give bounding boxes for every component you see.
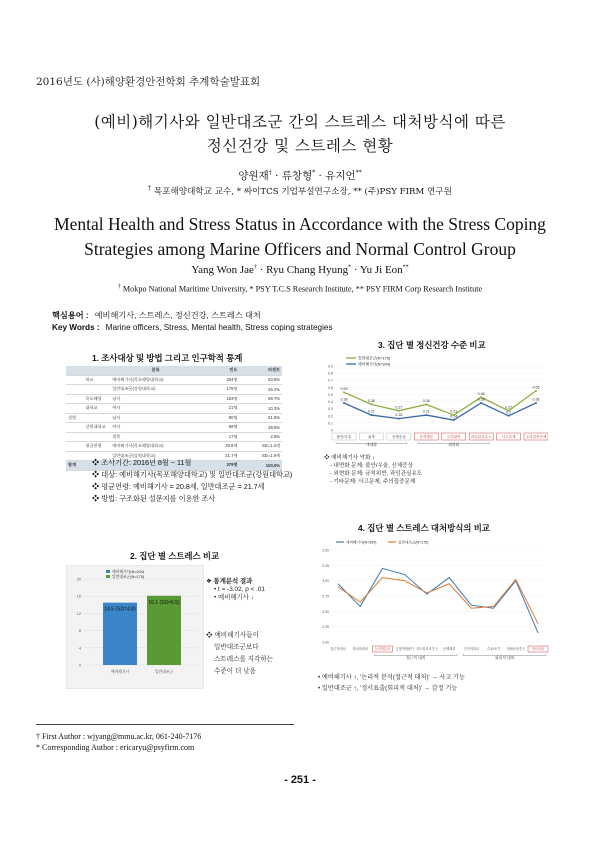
section2-title: 2. 집단 별 스트레스 비교 (130, 551, 220, 561)
series-line-0 (338, 568, 538, 632)
data-point (343, 391, 345, 393)
mental-health-line-chart (318, 352, 548, 452)
x-tick-label: 대체보상추구 (506, 647, 526, 652)
data-label: 0.38 (532, 397, 540, 402)
data-label: 0.55 (532, 385, 540, 390)
legend-swatch (106, 570, 110, 573)
x-tick-label: 문제해결 (442, 647, 456, 652)
demographics-table (66, 366, 282, 471)
y-tick-label: 16 (76, 594, 81, 599)
x-tick-label: 주의집중문제 (525, 434, 547, 439)
x-tick-label: 지도및지지추구 (416, 647, 438, 652)
data-label: 0.53 (340, 386, 348, 391)
data-point (535, 390, 537, 392)
y-tick-label: 0.9 (328, 364, 333, 369)
data-point (370, 414, 372, 416)
english-affiliation: † Mokpo National Maritime University, * PSY T.C.S Research Institute, ** PSY FIRM Corp Research Institute (117, 284, 483, 294)
x-tick-label: 회피적대처 (352, 647, 368, 652)
legend-label: 예비해기사(N=204) (358, 362, 391, 367)
section1-bullets (92, 458, 292, 506)
data-point (425, 414, 427, 416)
x-tick-label: 과잉관심유도 (470, 434, 492, 439)
x-tick-label: 접근적대처 (330, 647, 346, 652)
x-tick-label: 사고문제 (501, 434, 516, 439)
data-label: 0.38 (340, 397, 348, 402)
x-tick-label: 논리적분석 (374, 647, 391, 652)
y-tick-label: 0.4 (328, 400, 333, 405)
list-item: ❖ 조사기간: 2016년 8월 ~ 11월 (92, 458, 192, 467)
table-row: 성별 남자 90명 51.5% (66, 413, 282, 423)
section1-title: 1. 조사대상 및 방법 그리고 인구학적 통계 (92, 353, 243, 363)
y-tick-label: 0.3 (328, 407, 333, 412)
data-label: 0.21 (422, 409, 430, 414)
y-tick-label: 0.2 (328, 414, 333, 419)
footnote-first-author: † First Author : wjyang@mmu.ac.kr, 061-240-7176 (36, 732, 202, 741)
y-tick-label: 0 (331, 428, 333, 433)
data-point (453, 419, 455, 421)
section2-notes: ❖ 통계분석 결과 • t = -3.02, p < .01 • 예비해기사 ↓ (206, 578, 265, 601)
data-point (398, 410, 400, 412)
section3-notes: ❖ 예비해기사 악화 ↓ - 내면화 문제: 불안/우울, 신체증상 - 외현화 문제: 규칙위반, 과잉관심유도 - 기타문제: 사고문제, 주의집중문제 (324, 455, 423, 485)
x-tick-label: 일반대조군 (154, 670, 174, 674)
x-tick-label: 규칙위반 (446, 434, 461, 439)
data-point (425, 403, 427, 405)
data-point (370, 403, 372, 405)
y-tick-label: 0.1 (328, 421, 333, 426)
x-tick-label: 예비해기사 (110, 670, 130, 674)
y-tick-label: 2.75 (322, 594, 329, 599)
table-total-row: 합계 379명 100.0% (66, 461, 282, 471)
group-label: 접근적 대처 (406, 656, 426, 660)
legend-label: 일반대조군(N=175) (358, 356, 391, 361)
conference-header: 2016년도 (사)해양환경안전학회 추계학술발표회 (36, 76, 261, 88)
section2-notes2: ❖ 예비해기사들이 일반대조군보다 스트레스를 지각하는 수준이 더 낮음 (206, 632, 274, 675)
korean-affiliation: † 목포해양대학교 교수, * 싸이TCS 기업부설연구소장, ** (주)PSY FIRM 연구원 (148, 185, 452, 197)
table-header-row: 분류 빈도 퍼센트 (66, 366, 282, 375)
table-row: 일반대조군(강원대학교) 175명 46.2% (66, 385, 282, 395)
data-label: 0.21 (450, 409, 458, 414)
coping-line-chart (314, 538, 550, 668)
table-row: 강원대학교 여자 68명 38.8% (66, 423, 282, 433)
data-point (398, 418, 400, 420)
x-tick-label: 수용/포기 (486, 647, 501, 652)
x-tick-label: 긍정적재평가 (395, 647, 414, 652)
bar-value-label: 16.1 (SD=5.5) (148, 599, 180, 606)
table-row: 대학교 여자 21명 10.3% (66, 404, 282, 414)
x-tick-label: 공격행동 (419, 434, 434, 439)
table-row: 결측 17명 2.8% (66, 432, 282, 442)
y-tick-label: 4 (78, 646, 81, 651)
table-row: 학교 예비해기사(목포해양대학교) 204명 53.8% (66, 375, 282, 385)
y-tick-label: 0.5 (328, 392, 333, 397)
bar-1 (147, 596, 181, 665)
list-item: ❖ 평균연령: 예비해기사 = 20.8세, 일반대조군 = 21.7세 (92, 482, 265, 491)
x-tick-label: 불안/우울 (336, 434, 352, 439)
english-title-line1: Mental Health and Stress Status in Accordance with the Stress Coping (54, 214, 546, 234)
legend-swatch (106, 575, 110, 578)
data-point (480, 402, 482, 404)
keywords-english: Key Words : Marine officers, Stress, Mental health, Stress coping strategies (52, 323, 333, 332)
y-tick-label: 3.25 (322, 563, 329, 568)
list-item: ❖ 대상: 예비해기사(목포해양대학교) 및 일반대조군(강원대학교) (92, 470, 293, 479)
data-label: 0.46 (477, 391, 485, 396)
y-tick-label: 8 (78, 629, 81, 634)
list-item: ❖ 방법: 구조화된 설문지를 이용한 조사 (92, 494, 216, 503)
data-point (535, 402, 537, 404)
footnote-divider (36, 724, 294, 725)
y-tick-label: 20 (76, 577, 81, 582)
group-label: 내재화 (365, 443, 377, 447)
stress-bar-chart (66, 565, 204, 689)
korean-authors: 양원재† · 류창형* · 유지언** (238, 169, 362, 182)
group-label-gender: 성별 (66, 413, 83, 423)
bar-value-label: 14.5 (SD=4.8) (104, 606, 136, 613)
english-title-line2: Strategies among Marine Officers and Normal Control Group (84, 239, 516, 259)
data-point (343, 402, 345, 404)
data-label: 0.27 (505, 405, 513, 410)
x-tick-label: 신체증상 (391, 434, 406, 439)
legend-label: 예비해기사(N=204) (112, 570, 145, 574)
section3-title: 3. 집단 별 정신건강 수준 비교 (378, 340, 486, 350)
y-tick-label: 0 (78, 663, 81, 668)
table-row: 평균연령 예비해기사(목포해양대학교) 20.8세 SD=1.3세 (66, 442, 282, 452)
data-label: 0.36 (367, 398, 375, 403)
legend-label: 일반대조군(N=175) (398, 540, 429, 545)
x-tick-label: 위축 (367, 434, 375, 439)
english-authors: Yang Won Jae† · Ryu Chang Hyung* · Yu Ji Eon** (191, 264, 409, 276)
y-tick-label: 0.6 (328, 385, 333, 390)
x-tick-label: 인지적회피 (463, 647, 480, 652)
section4-notes: • 예비해기사 ↑, '논리적 분석(접근적 대처)' → 사고 기능 • 일반대조군 ↑, '정서표출(회피적 대처)' → 감정 기능 (318, 674, 465, 692)
data-label: 0.2 (506, 410, 512, 415)
section4-title: 4. 집단 별 스트레스 대처방식의 비교 (358, 523, 490, 533)
page-number: - 251 - (284, 774, 316, 786)
y-tick-label: 0.7 (328, 378, 333, 383)
data-label: 0.27 (395, 405, 403, 410)
korean-title-line2: 정신건강 및 스트레스 현황 (206, 137, 394, 155)
table-row: 목포해양 남자 183명 89.7% (66, 394, 282, 404)
x-tick-label: 정서표출 (531, 647, 545, 652)
data-point (508, 415, 510, 417)
y-tick-label: 2.50 (322, 609, 329, 614)
keywords-korean: 핵심용어 : 예비해기사, 스트레스, 정신건강, 스트레스 대처 (52, 311, 261, 320)
data-label: 0.14 (450, 414, 458, 419)
y-tick-label: 3.00 (322, 579, 329, 584)
series-line-1 (338, 578, 538, 624)
y-tick-label: 12 (76, 611, 81, 616)
footnote-corresponding-author: * Corresponding Author : ericaryu@psyfirm.com (36, 743, 195, 752)
y-tick-label: 2.00 (322, 640, 329, 645)
legend-label: 일반대조군(N=175) (112, 575, 145, 579)
data-label: 0.21 (367, 409, 375, 414)
group-label: 외현화 (448, 443, 460, 447)
legend-label: 예비해기사(N=204) (346, 540, 377, 545)
y-tick-label: 2.25 (322, 625, 329, 630)
y-tick-label: 3.50 (322, 548, 329, 553)
y-tick-label: 0.8 (328, 371, 333, 376)
group-label: 회피적 대처 (494, 656, 515, 660)
korean-title-line1: (예비)해기사와 일반대조군 간의 스트레스 대처방식에 따른 (94, 113, 506, 131)
data-label: 0.16 (395, 413, 403, 418)
data-label: 0.38 (477, 397, 485, 402)
table-row: 일반대조군(강원대학교) 21.7세 SD=1.9세 (66, 451, 282, 461)
data-label: 0.36 (422, 398, 430, 403)
